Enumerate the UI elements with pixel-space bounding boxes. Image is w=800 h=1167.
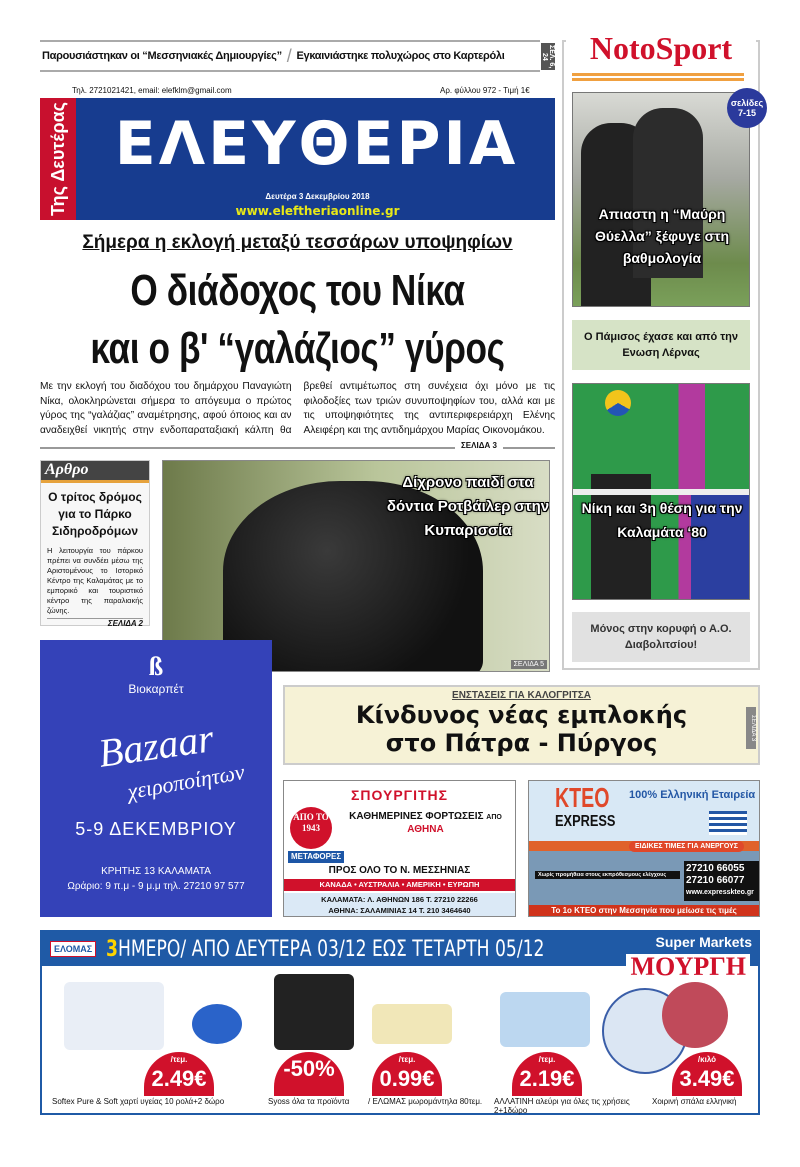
price-value: -50% (283, 1056, 335, 1081)
greek-flag-icon (709, 811, 747, 835)
opinion-article[interactable] (40, 460, 150, 626)
price-unit: /τεμ. (538, 1055, 556, 1064)
issue-date: Δευτέρα 3 Δεκεμβρίου 2018 (265, 192, 370, 201)
promo-number: 3 (106, 936, 119, 962)
countries-band: ΚΑΝΑΔΑ • ΑΥΣΤΡΑΛΙΑ • ΑΜΕΡΙΚΗ • ΕΥΡΩΠΗ (284, 879, 515, 891)
teaser-left[interactable]: Παρουσιάστηκαν οι “Μεσσηνιακές Δημιουργίες” (42, 50, 282, 62)
elomas-logo: ΕΛΟΜΑΣ (50, 941, 96, 957)
article-page-ref: ΣΕΛΙΔΑ 2 (47, 618, 143, 628)
contact-info: Τηλ. 2721021421, email: elefklm@gmail.com (72, 86, 232, 95)
sport-pages-badge: σελίδες 7-15 (727, 88, 767, 128)
promo-dates: ΗΜΕΡΟ/ ΑΠΟ ΔΕΥΤΕΡΑ 03/12 ΕΩΣ ΤΕΤΑΡΤΗ 05/12 (118, 936, 545, 962)
ad-subtitle: χειροποίητων (125, 758, 247, 805)
kteo-logo-sub: EXPRESS (555, 813, 616, 830)
price-value: 3.49€ (679, 1066, 735, 1091)
ad-hours: Ωράριο: 9 π.μ - 9 μ.μ τηλ. 27210 97 577 (67, 881, 245, 892)
product-caption: Syoss όλα τα προϊόντα (268, 1097, 350, 1106)
story-headline-2: στο Πάτρα - Πύργος (385, 729, 658, 757)
ornament-image (192, 1004, 242, 1044)
dog-story-page-ref: ΣΕΛΙΔΑ 5 (511, 660, 547, 669)
price-tag (274, 1052, 344, 1096)
price-value: 2.19€ (519, 1066, 575, 1091)
sport-story-3: Νίκη και 3η θέση για την Καλαμάτα ‘80 (581, 500, 743, 540)
notosport-logo: NotoSport (566, 30, 756, 67)
wipes-image (372, 1004, 452, 1044)
no-commission: Χωρίς προμήθεια στους εκπρόθεσμους ελέγχους (535, 871, 680, 879)
lead-headline[interactable] (84, 262, 512, 378)
website[interactable]: www.expresskteo.gr (686, 889, 754, 896)
lead-body: Με την εκλογή του διαδόχου του δημάρχου Παναγιώτη Νίκα, ολοκληρώνεται σήμερα το απόγευμα ο πρώτος γύρος της “γαλάζιας” αναμέτρησης, αφού όποιος και αν αναδειχθεί νικητής στην ενδοπαραταξιακή κάλπη θα βρεθεί αντιμέτωπος στη συνέχεια όχι μόνο με τις φιλοδοξίες των τριών συνυποψηφίων του, αλλά και με τις υποψηφιότητες της αντιπεριφερειάρχη Ελένης Αλειφέρη και της αντιδημάρχου Μαρίας Οικονομάκου. (40, 381, 555, 436)
story-headline-1: Κίνδυνος νέας εμπλοκής (355, 701, 688, 729)
masthead (40, 98, 555, 220)
price-value: 0.99€ (379, 1066, 435, 1091)
page-tag: ΣΕΛ. 6, 24 (541, 44, 555, 69)
since-badge: ΑΠΟ ΤΟ 1943 (290, 807, 332, 849)
product-caption: Softex Pure & Soft χαρτί υγείας 10 ρολά+2 δώρο (52, 1097, 225, 1106)
price-tag (512, 1052, 582, 1096)
lead-page-ref: ΣΕΛΙΔΑ 3 (455, 441, 503, 450)
ad-brand: Βιοκαρπέτ (128, 682, 184, 696)
from-label: ΑΠΟ (486, 814, 502, 821)
ad-address: ΚΡΗΤΗΣ 13 ΚΑΛΑΜΑΤΑ (101, 866, 211, 877)
ad-title: Bazaar (95, 715, 217, 776)
issue-info: Αρ. φύλλου 972 - Τιμή 1€ (440, 86, 530, 95)
spourgitis-ad[interactable] (283, 780, 516, 917)
phone-1: 27210 66055 (686, 863, 745, 874)
product-caption: Χοιρινή σπάλα ελληνική (652, 1097, 737, 1106)
sport-story-4[interactable]: Μόνος στην κορυφή ο Α.Ο. Διαβολιτσίου! (572, 612, 750, 662)
price-unit: /τεμ. (398, 1055, 416, 1064)
separator: / (286, 45, 292, 66)
newspaper-title: ΕΛΕΥΘΕΡΙΑ (114, 109, 519, 179)
address-kalamata: ΚΑΛΑΜΑΤΑ: Λ. ΑΘΗΝΩΝ 186 Τ. 27210 22266 (321, 895, 478, 904)
price-unit: /τεμ. (170, 1055, 188, 1064)
supermarket-ad[interactable] (40, 930, 760, 1115)
ad-dates: 5-9 ΔΕΚΕΜΒΡΙΟΥ (75, 819, 237, 839)
ad-line-1 (340, 811, 511, 836)
transport-badge: ΜΕΤΑΦΟΡΕΣ (288, 851, 344, 863)
spourgitis-logo: ΣΠΟΥΡΓΙΤΗΣ (350, 787, 449, 803)
price-value: 2.49€ (151, 1066, 207, 1091)
volleyball-photo[interactable] (572, 383, 750, 600)
price-tag (372, 1052, 442, 1096)
product-caption: ΑΛΛΑΤΙΝΗ αλεύρι για όλες τις χρήσεις 2+1δώρο (494, 1097, 630, 1115)
flour-image (500, 992, 590, 1047)
mourgi-logo: ΜΟΥΡΓΗ (626, 954, 750, 980)
headline-line-1: Ο διάδοχος του Νίκα (130, 266, 465, 315)
website-link[interactable]: www.eleftheriaonline.gr (235, 204, 400, 218)
kteo-footer: Το 1ο ΚΤΕΟ στην Μεσσηνία που μείωσε τις τιμές (529, 905, 759, 916)
pork-image (662, 982, 728, 1048)
sport-story-2[interactable]: Ο Πάμισος έχασε και από την Ενωση Λέρνας (572, 320, 750, 370)
product-caption: / ΕΛΩΜΑΣ μωρομάντηλα 80τεμ. (368, 1097, 483, 1106)
price-unit: /κιλό (697, 1055, 717, 1064)
addresses (284, 893, 515, 917)
address-athens: ΑΘΗΝΑ: ΣΑΛΑΜΙΝΙΑΣ 14 Τ. 210 3464640 (328, 906, 471, 915)
story-kicker: ΕΝΣΤΑΣΕΙΣ ΓΙΑ ΚΑΛΟΓΡΙΤΣΑ (452, 690, 591, 701)
football-photo[interactable] (572, 92, 750, 307)
kteo-logo: ΚΤΕΟ (555, 782, 610, 813)
logo-stripe (572, 73, 744, 81)
price-tag (144, 1052, 214, 1096)
softex-image (64, 982, 164, 1050)
city-label: ΑΘΗΝΑ (407, 824, 444, 835)
headline-line-2: και ο β' “γαλάζιος” γύρος (90, 324, 505, 373)
special-prices: ΕΙΔΙΚΕΣ ΤΙΜΕΣ ΓΙΑ ΑΝΕΡΓΟΥΣ (629, 841, 744, 852)
net (573, 489, 749, 495)
story-page-ref: ΣΕΛΙΔΑ 3 (746, 707, 756, 749)
phone-2: 27210 66077 (686, 875, 745, 886)
ad-line-2: ΠΡΟΣ ΟΛΟ ΤΟ Ν. ΜΕΣΣΗΝΙΑΣ (328, 865, 471, 876)
article-title: Ο τρίτος δρόμος για το Πάρκο Σιδηροδρόμων (48, 490, 142, 538)
greek-company: 100% Ελληνική Εταιρεία (629, 789, 756, 801)
dog-story-headline: Δίχρονο παιδί στα δόντια Ροτβάιλερ στην Κυπαρισσία (386, 474, 550, 539)
kalogritsa-story[interactable] (283, 685, 760, 765)
biokarpet-logo-icon: ß (148, 652, 164, 681)
top-teaser-strip (40, 40, 540, 72)
edition-label: Της Δευτέρας (40, 98, 76, 220)
article-label: Αρθρο (41, 461, 149, 483)
super-markets-label: Super Markets (655, 934, 752, 950)
lead-kicker: Σήμερα η εκλογή μεταξύ τεσσάρων υποψηφίων (82, 232, 513, 253)
teaser-right[interactable]: Εγκαινιάστηκε πολυχώρος στο Καρτερόλι (296, 50, 505, 62)
price-tag (672, 1052, 742, 1096)
bazaar-ad[interactable] (40, 640, 272, 917)
volleyball-icon (605, 390, 631, 416)
kteo-ad[interactable] (528, 780, 760, 917)
kteo-contacts (684, 861, 760, 901)
promo-text (106, 937, 544, 962)
sport-story-1: Απιαστη η “Μαύρη Θύελλα” ξέφυγε στη βαθμολογία (595, 206, 729, 266)
syoss-image (274, 974, 354, 1050)
article-body: Η λειτουργία του πάρκου πρέπει να συνδέει μέσω της Αριστομένους το Ιστορικό Κέντρο της Καλαμάτας με το εμπορικό και τουριστικό κέντρο της παραλιακής ζώνης. (47, 546, 143, 615)
daily-loads: ΚΑΘΗΜΕΡΙΝΕΣ ΦΟΡΤΩΣΕΙΣ (349, 811, 484, 822)
